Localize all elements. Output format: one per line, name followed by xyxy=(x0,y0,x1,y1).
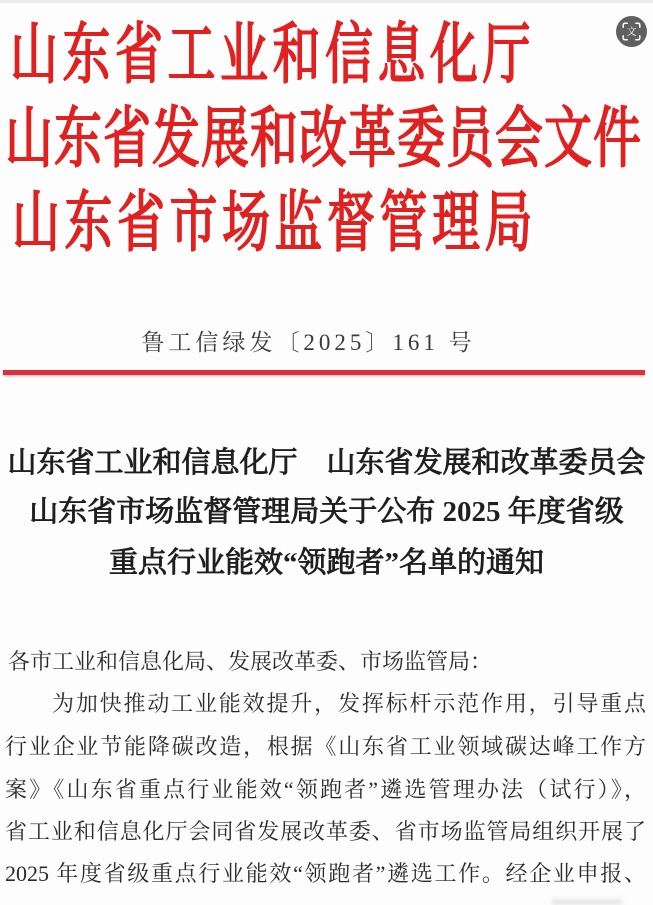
letterhead-line-1: 山东省工业和信息化厅 xyxy=(10,18,536,92)
doc-number: 鲁工信绿发〔2025〕161 号 xyxy=(141,330,476,355)
scan-edge-artifact xyxy=(0,0,653,3)
paragraph-line: 为加快推动工业能效提升，发挥标杆示范作用，引导重点 xyxy=(52,691,646,716)
paragraph-line: 2025 年度省级重点行业能效“领跑者”遴选工作。经企业申报、 xyxy=(5,861,646,886)
translate-button[interactable] xyxy=(616,16,647,47)
doc-title-line-1: 山东省工业和信息化厅 山东省发展和改革委员会 xyxy=(7,447,646,479)
paragraph-line: 行业企业节能降碳改造，根据《山东省工业领域碳达峰工作方 xyxy=(5,734,646,759)
paragraph-line: 省工业和信息化厅会同省发展改革委、省市场监管局组织开展了 xyxy=(5,819,646,844)
letterhead-line-2: 山东省发展和改革委员会文件 xyxy=(5,102,643,176)
letterhead-line-3: 山东省市场监督管理局 xyxy=(12,186,538,260)
doc-title-line-2: 山东省市场监督管理局关于公布 2025 年度省级 xyxy=(29,496,624,528)
paragraph-line: 案》《山东省重点行业能效“领跑者”遴选管理办法（试行）》， xyxy=(5,777,646,802)
translate-scan-icon xyxy=(622,22,641,41)
translate-icon-glyph: 文 xyxy=(626,27,637,38)
red-divider-line xyxy=(3,370,645,375)
salutation: 各市工业和信息化局、发展改革委、市场监管局： xyxy=(8,649,493,674)
doc-title-line-3: 重点行业能效“领跑者”名单的通知 xyxy=(108,547,544,579)
scan-smudge xyxy=(552,899,622,905)
